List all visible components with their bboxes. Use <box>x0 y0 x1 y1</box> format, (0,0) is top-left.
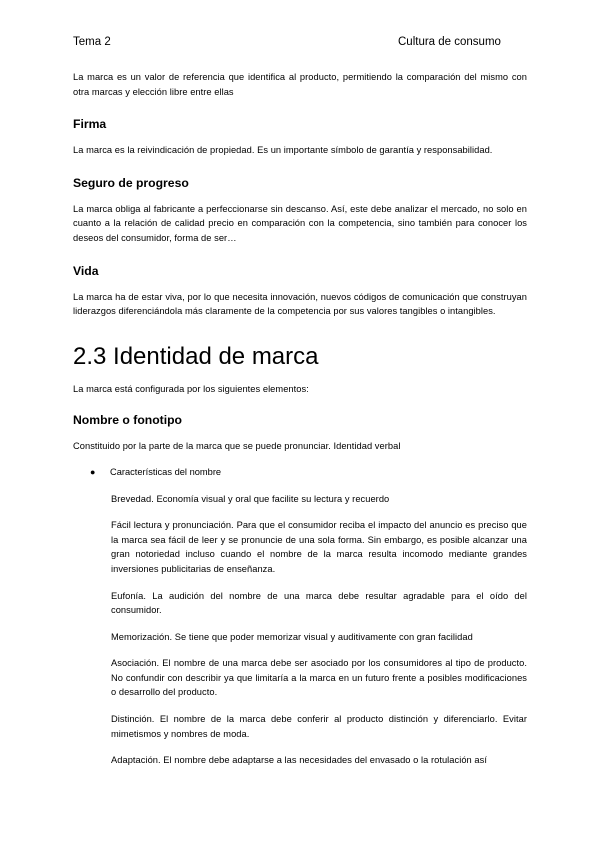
intro-paragraph: La marca es un valor de referencia que identifica al producto, permitiendo la comparación del mismo con otra marcas y elección libre entre ellas <box>73 72 527 97</box>
page-content <box>73 70 527 768</box>
characteristic-adaptacion: Adaptación. El nombre debe adaptarse a las necesidades del envasado o la rotulación así <box>111 755 487 766</box>
bullet-icon: ● <box>90 466 96 477</box>
characteristic-memorizacion: Memorización. Se tiene que poder memorizar visual y auditivamente con gran facilidad <box>111 631 473 642</box>
nombre-heading: Nombre o fonotipo <box>73 413 182 428</box>
vida-heading: Vida <box>73 263 99 278</box>
characteristic-facil-lectura: Fácil lectura y pronunciación. Para que el consumidor reciba el impacto del anuncio es preciso que la marca sea fácil de leer y se pronuncie de una sola forma. Sin embargo, es posible alcanzar una gran notoriedad incluso cuando el nombre de la marca resulta incomodo mediante grandes inversiones publicitarias de enseñanza. <box>111 520 527 574</box>
characteristic-brevedad: Brevedad. Economía visual y oral que facilite su lectura y recuerdo <box>111 493 390 504</box>
vida-paragraph: La marca ha de estar viva, por lo que necesita innovación, nuevos códigos de comunicación que construyan liderazgos diferenciándola más claramente de la competencia por sus valores tangibles o intangibles. <box>73 291 527 317</box>
seguro-heading: Seguro de progreso <box>73 175 189 190</box>
seguro-paragraph: La marca obliga al fabricante a perfeccionarse sin descanso. Así, este debe analizar el mercado, no solo en cuanto a la relación de calidad precio en comparación con la competencia, sino también para conocer los deseos del consumidor, forma de ser… <box>73 203 527 243</box>
list-item <box>73 465 527 480</box>
section-title: 2.3 Identidad de marca <box>73 342 319 370</box>
characteristic-asociacion: Asociación. El nombre de una marca debe ser asociado por los consumidores al tipo de producto. No confundir con describir ya que limitaría a la marca en un futuro frente a posibles modificaciones o desarrollo del producto. <box>111 658 527 698</box>
firma-heading: Firma <box>73 117 107 132</box>
characteristic-distincion: Distinción. El nombre de la marca debe conferir al producto distinción y diferenciarlo. Evitar mimetismos y nombres de moda. <box>111 714 527 739</box>
firma-paragraph: La marca es la reivindicación de propiedad. Es un importante símbolo de garantía y responsabilidad. <box>73 145 493 156</box>
nombre-paragraph: Constituido por la parte de la marca que se puede pronunciar. Identidad verbal <box>73 441 401 452</box>
section-lead: La marca está configurada por los siguientes elementos: <box>73 383 309 394</box>
characteristic-eufonia: Eufonía. La audición del nombre de una marca debe resultar agradable para el oído del consumidor. <box>111 590 527 616</box>
header-subject: Cultura de consumo <box>398 36 501 48</box>
header-topic: Tema 2 <box>73 36 111 48</box>
bullet-label: Características del nombre <box>110 466 222 477</box>
